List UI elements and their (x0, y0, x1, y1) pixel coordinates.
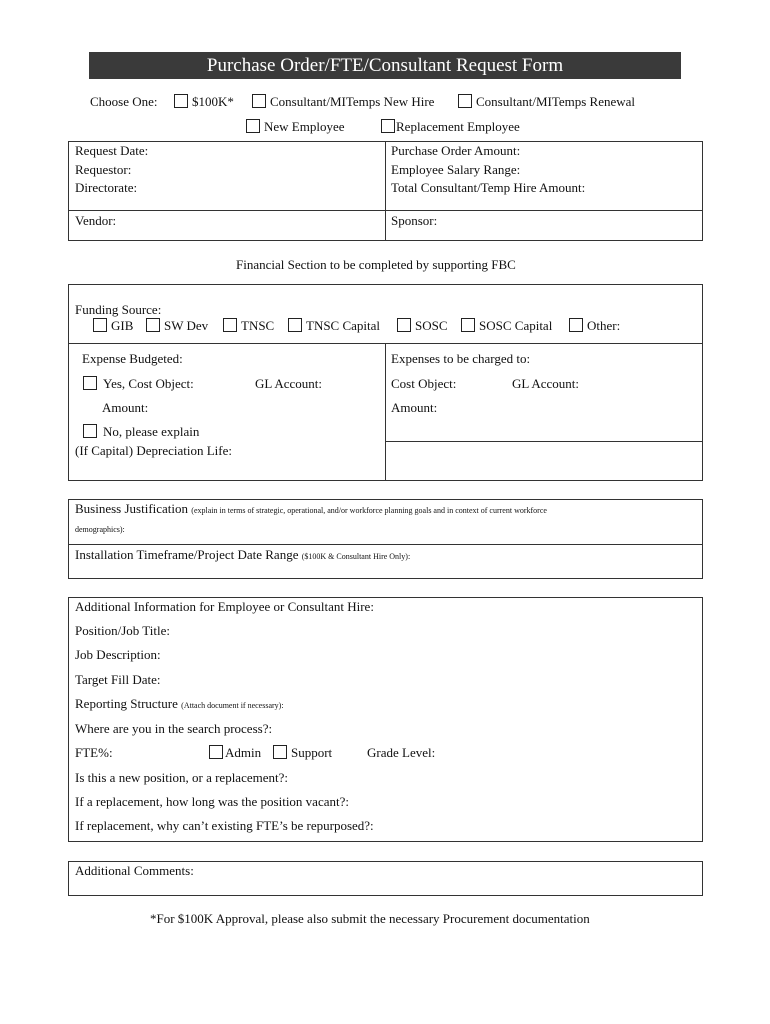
checkbox-tnsc[interactable] (223, 318, 237, 332)
option-100k[interactable]: $100K* (174, 94, 234, 110)
repurpose-label: If replacement, why can’t existing FTE’s be repurposed?: (75, 818, 374, 833)
funding-sw-dev[interactable]: SW Dev (146, 318, 208, 334)
gl-account-right-label: GL Account: (512, 376, 580, 391)
grade-level-label: Grade Level: (367, 745, 436, 760)
checkbox-gib[interactable] (93, 318, 107, 332)
installation-timeframe-label: Installation Timeframe/Project Date Range (75, 547, 299, 562)
checkbox-sw-dev[interactable] (146, 318, 160, 332)
funding-gib[interactable]: GIB (93, 318, 133, 334)
installation-timeframe-note: ($100K & Consultant Hire Only): (301, 552, 411, 561)
funding-tnsc-capital[interactable]: TNSC Capital (288, 318, 380, 334)
business-justification-label: Business Justification (75, 501, 189, 516)
checkbox-sosc[interactable] (397, 318, 411, 332)
po-amount-label: Purchase Order Amount: (391, 143, 521, 158)
hire-info-header: Additional Information for Employee or Consultant Hire: (75, 599, 374, 614)
total-consultant-label: Total Consultant/Temp Hire Amount: (391, 180, 586, 195)
checkbox-admin[interactable] (209, 745, 223, 759)
choose-one-row (90, 94, 158, 110)
justification-hdivider (68, 544, 703, 545)
requestor-label: Requestor: (75, 162, 132, 177)
checkbox-consultant-new-hire[interactable] (252, 94, 266, 108)
position-title-label: Position/Job Title: (75, 623, 171, 638)
checkbox-yes[interactable] (83, 376, 97, 390)
checkbox-support[interactable] (273, 745, 287, 759)
expense-right-hdivider (385, 441, 703, 442)
request-divider (385, 141, 386, 241)
target-fill-date-label: Target Fill Date: (75, 672, 161, 687)
installation-timeframe (75, 547, 410, 563)
funding-sosc[interactable]: SOSC (397, 318, 448, 334)
new-position-label: Is this a new position, or a replacement?: (75, 770, 288, 785)
reporting-structure-note: (Attach document if necessary): (181, 701, 284, 710)
fte-label: FTE%: (75, 745, 113, 760)
charged-to-label: Expenses to be charged to: (391, 351, 531, 366)
vacant-label: If a replacement, how long was the position vacant?: (75, 794, 349, 809)
salary-range-label: Employee Salary Range: (391, 162, 521, 177)
checkbox-replacement-employee[interactable] (381, 119, 395, 133)
checkbox-other[interactable] (569, 318, 583, 332)
amount-label: Amount: (102, 400, 149, 415)
option-new-employee[interactable]: New Employee (246, 119, 345, 135)
sponsor-label: Sponsor: (391, 213, 438, 228)
reporting-structure (75, 696, 284, 712)
funding-tnsc[interactable]: TNSC (223, 318, 274, 334)
checkbox-no[interactable] (83, 424, 97, 438)
expense-budgeted-label: Expense Budgeted: (82, 351, 183, 366)
funding-sosc-capital[interactable]: SOSC Capital (461, 318, 552, 334)
depreciation-label: (If Capital) Depreciation Life: (75, 443, 233, 458)
directorate-label: Directorate: (75, 180, 138, 195)
request-date-label: Request Date: (75, 143, 149, 158)
additional-comments-label: Additional Comments: (75, 863, 194, 878)
checkbox-new-employee[interactable] (246, 119, 260, 133)
expense-yes[interactable]: Yes, Cost Object: (83, 376, 194, 392)
request-hdivider (68, 210, 703, 211)
business-justification-note: (explain in terms of strategic, operational, and/or workforce planning goals and in context of current workforce (191, 506, 547, 515)
option-replacement-employee[interactable]: Replacement Employee (381, 119, 520, 135)
gl-account-label: GL Account: (255, 376, 323, 391)
amount-right-label: Amount: (391, 400, 438, 415)
checkbox-100k[interactable] (174, 94, 188, 108)
financial-note: Financial Section to be completed by supporting FBC (236, 257, 516, 272)
option-consultant-renewal[interactable]: Consultant/MITemps Renewal (458, 94, 635, 110)
reporting-structure-label: Reporting Structure (75, 696, 178, 711)
checkbox-sosc-capital[interactable] (461, 318, 475, 332)
checkbox-tnsc-capital[interactable] (288, 318, 302, 332)
checkbox-consultant-renewal[interactable] (458, 94, 472, 108)
search-process-label: Where are you in the search process?: (75, 721, 273, 736)
business-justification (75, 501, 547, 517)
form-title: Purchase Order/FTE/Consultant Request Form (89, 52, 681, 79)
cost-object-label: Cost Object: (391, 376, 457, 391)
expense-no[interactable]: No, please explain (83, 424, 199, 440)
option-support[interactable]: Support (273, 745, 332, 761)
job-description-label: Job Description: (75, 647, 161, 662)
funding-other[interactable]: Other: (569, 318, 620, 334)
option-admin[interactable]: Admin (209, 745, 261, 761)
footer-note: *For $100K Approval, please also submit the necessary Procurement documentation (150, 911, 590, 926)
choose-one-label: Choose One: (90, 94, 158, 109)
expense-divider (385, 343, 386, 481)
vendor-label: Vendor: (75, 213, 117, 228)
option-consultant-new-hire[interactable]: Consultant/MITemps New Hire (252, 94, 434, 110)
business-justification-note2: demographics): (75, 525, 125, 534)
funding-source-label: Funding Source: (75, 302, 162, 317)
